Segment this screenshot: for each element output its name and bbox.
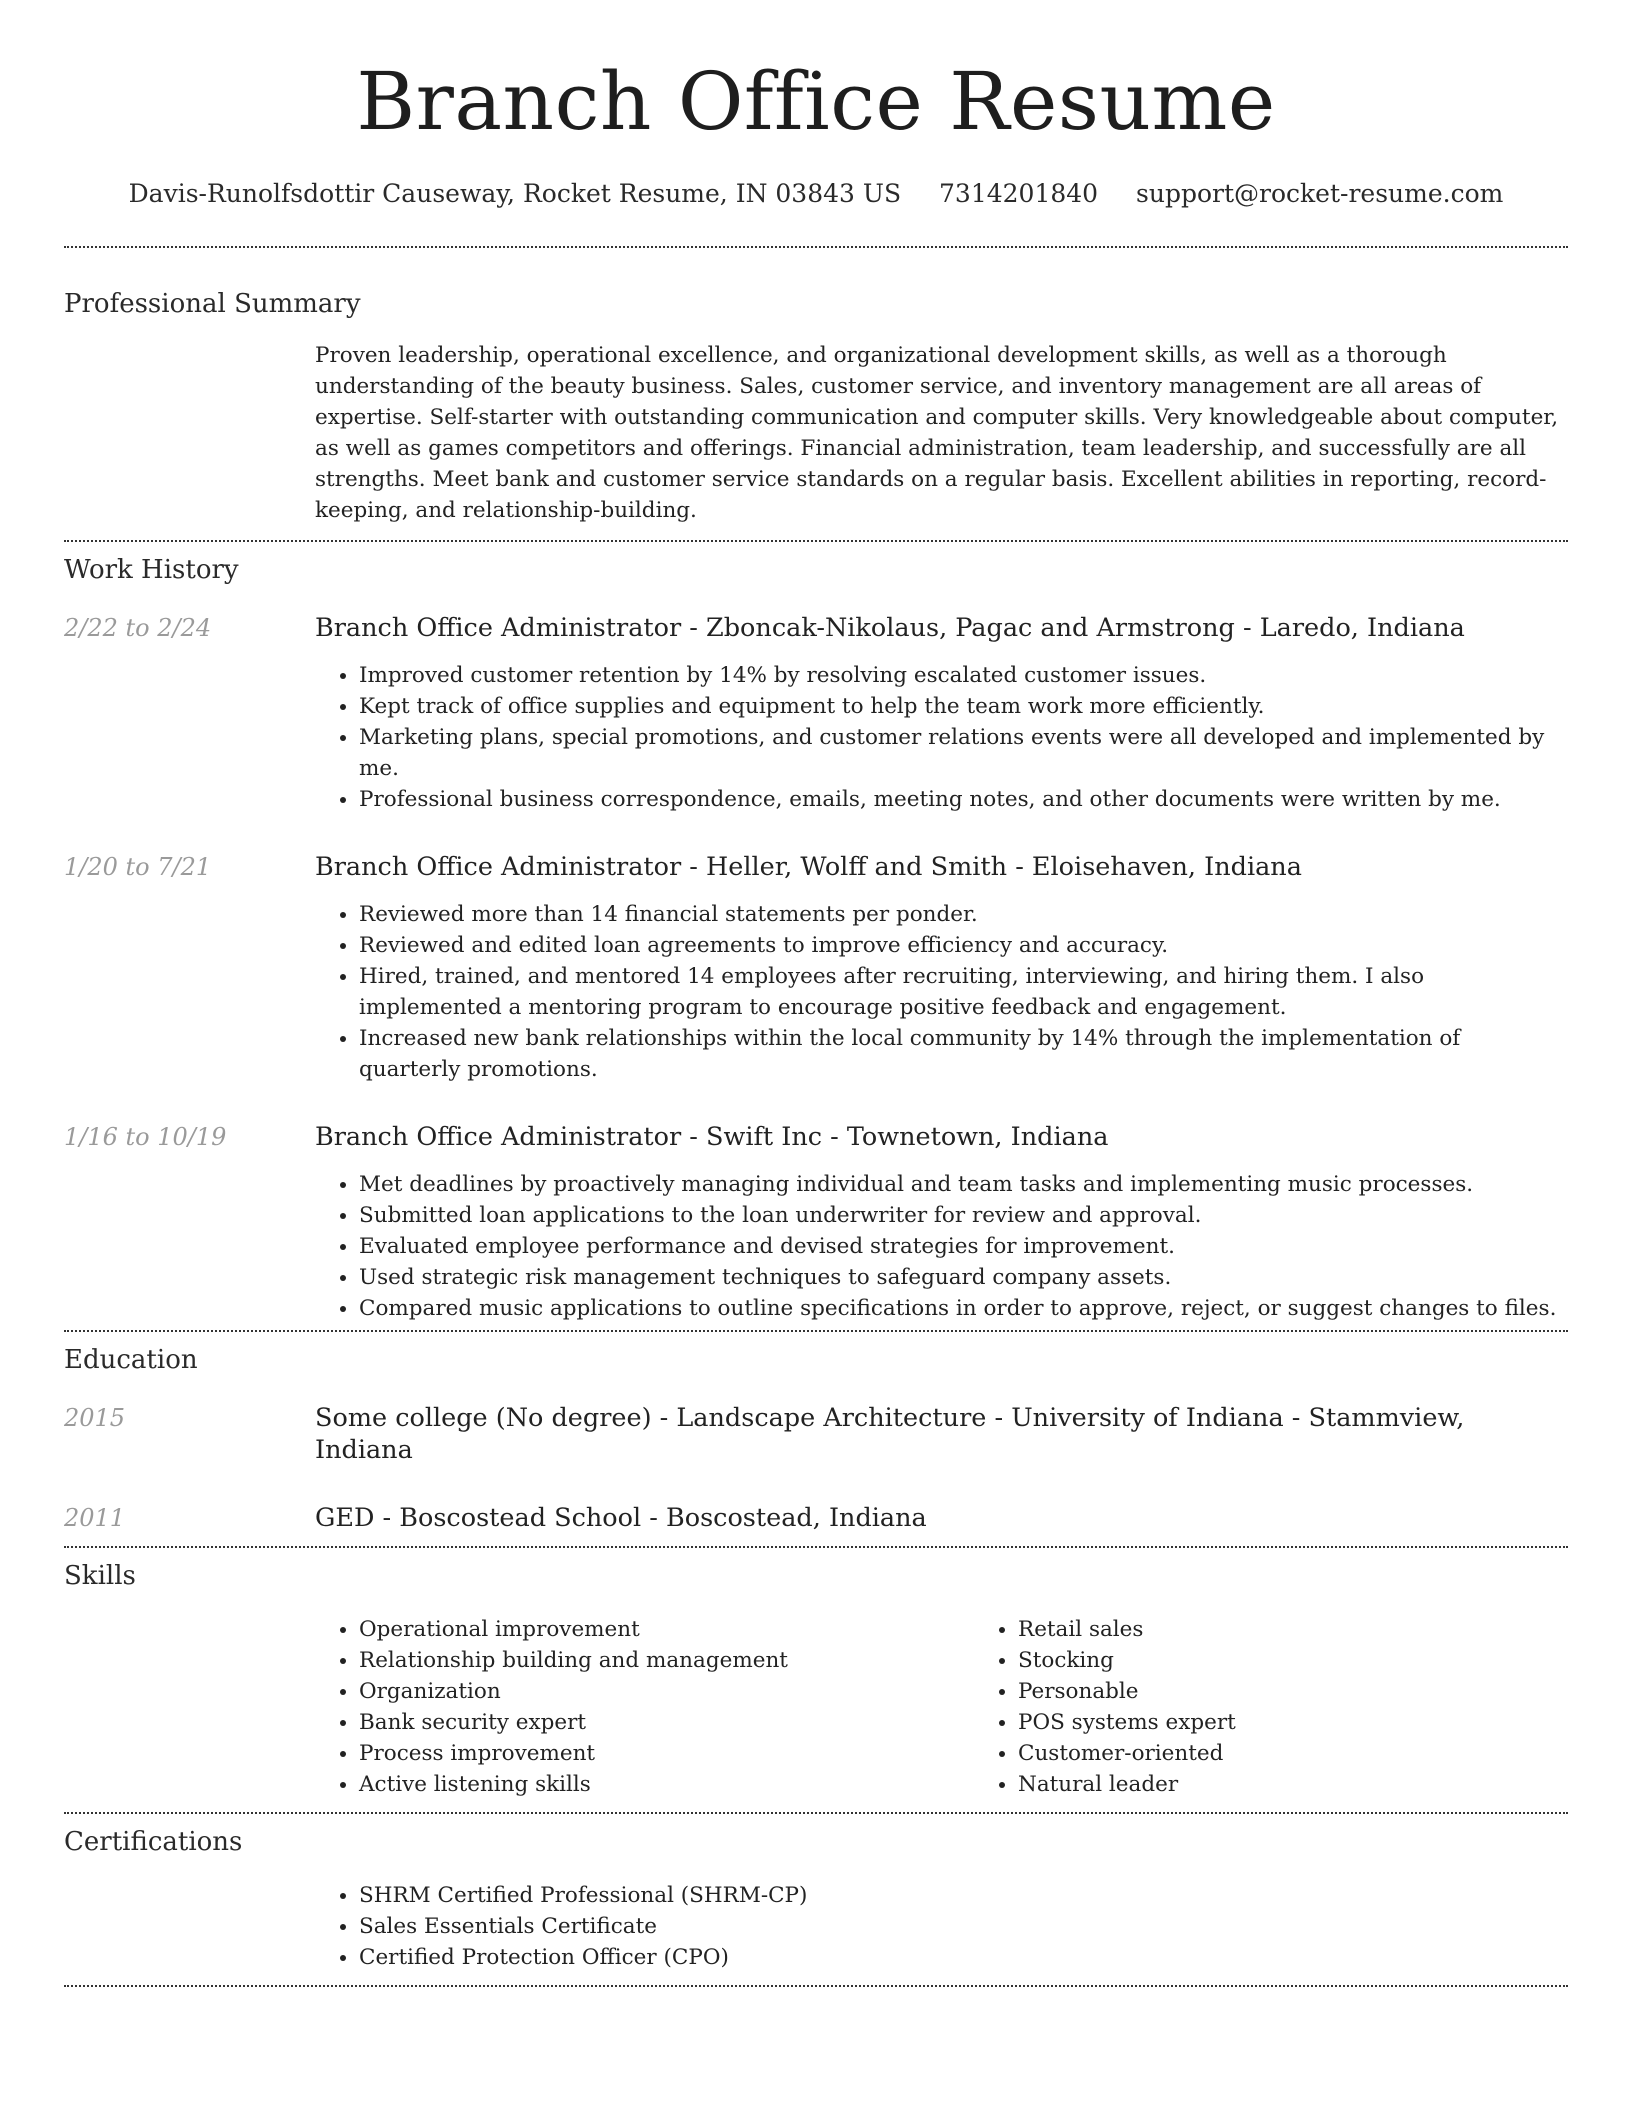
certification-item: • Certified Protection Officer (CPO) bbox=[359, 1942, 1568, 1973]
skills-list-right bbox=[974, 1614, 1568, 1800]
summary-heading: Professional Summary bbox=[64, 289, 361, 319]
certifications-heading: Certifications bbox=[64, 1827, 243, 1857]
skill-item: • Stocking bbox=[1018, 1645, 1568, 1676]
job-title: Branch Office Administrator - Heller, Wolff and Smith - Eloisehaven, Indiana bbox=[315, 852, 1302, 882]
job-title: Branch Office Administrator - Zboncak-Nikolaus, Pagac and Armstrong - Laredo, Indiana bbox=[315, 613, 1465, 643]
job-title: Branch Office Administrator - Swift Inc - Townetown, Indiana bbox=[315, 1122, 1109, 1152]
work-history-section bbox=[64, 542, 1568, 1330]
job-bullets bbox=[315, 660, 1568, 815]
job-bullet: • Met deadlines by proactively managing individual and team tasks and implementing music processes. bbox=[359, 1169, 1568, 1200]
job-bullet: • Reviewed and edited loan agreements to improve efficiency and accuracy. bbox=[359, 930, 1568, 961]
skill-item: • Active listening skills bbox=[359, 1769, 974, 1800]
education-title: GED - Boscostead School - Boscostead, Indiana bbox=[315, 1503, 927, 1533]
certification-item: • SHRM Certified Professional (SHRM-CP) bbox=[359, 1880, 1568, 1911]
skills-heading: Skills bbox=[64, 1561, 136, 1591]
job-dates: 2/22 to 2/24 bbox=[64, 614, 212, 642]
work-history-heading: Work History bbox=[64, 555, 239, 585]
job-bullet: • Compared music applications to outline specifications in order to approve, reject, or suggest changes to files. bbox=[359, 1293, 1568, 1324]
summary-section bbox=[64, 248, 1568, 540]
job-bullet: • Kept track of office supplies and equipment to help the team work more efficiently. bbox=[359, 691, 1568, 722]
job-bullet: • Reviewed more than 14 financial statements per ponder. bbox=[359, 899, 1568, 930]
job-bullet: • Increased new bank relationships within the local community by 14% through the implementation of quarterly promotions. bbox=[359, 1023, 1568, 1085]
education-section bbox=[64, 1332, 1568, 1546]
job-entry bbox=[64, 1121, 1568, 1324]
skill-item: • POS systems expert bbox=[1018, 1707, 1568, 1738]
job-bullet: • Marketing plans, special promotions, and customer relations events were all developed and implemented by me. bbox=[359, 722, 1568, 784]
skill-item: • Process improvement bbox=[359, 1738, 974, 1769]
skill-item: • Retail sales bbox=[1018, 1614, 1568, 1645]
education-entry bbox=[64, 1502, 1568, 1534]
job-bullet: • Hired, trained, and mentored 14 employees after recruiting, interviewing, and hiring them. I also implemented a mentoring program to encourage positive feedback and engagement. bbox=[359, 961, 1568, 1023]
skill-item: • Bank security expert bbox=[359, 1707, 974, 1738]
job-bullets bbox=[315, 899, 1568, 1085]
job-dates: 1/20 to 7/21 bbox=[64, 853, 212, 881]
job-bullet: • Improved customer retention by 14% by resolving escalated customer issues. bbox=[359, 660, 1568, 691]
contact-phone: 7314201840 bbox=[939, 179, 1099, 208]
job-entry bbox=[64, 612, 1568, 815]
certification-item: • Sales Essentials Certificate bbox=[359, 1911, 1568, 1942]
resume-title: Branch Office Resume bbox=[356, 55, 1276, 148]
skill-item: • Customer-oriented bbox=[1018, 1738, 1568, 1769]
education-year: 2015 bbox=[64, 1404, 126, 1432]
job-bullets bbox=[315, 1169, 1568, 1324]
job-bullet: • Used strategic risk management techniques to safeguard company assets. bbox=[359, 1262, 1568, 1293]
job-bullet: • Evaluated employee performance and devised strategies for improvement. bbox=[359, 1231, 1568, 1262]
job-bullet: • Professional business correspondence, emails, meeting notes, and other documents were written by me. bbox=[359, 784, 1568, 815]
education-entry bbox=[64, 1402, 1568, 1466]
certifications-list bbox=[315, 1880, 1568, 1973]
contact-address: Davis-Runolfsdottir Causeway, Rocket Resume, IN 03843 US bbox=[128, 179, 902, 208]
section-divider bbox=[64, 1985, 1568, 1987]
skills-section bbox=[64, 1548, 1568, 1812]
certifications-section bbox=[64, 1814, 1568, 1985]
contact-email: support@rocket-resume.com bbox=[1136, 179, 1504, 208]
job-dates: 1/16 to 10/19 bbox=[64, 1123, 227, 1151]
job-bullet: • Submitted loan applications to the loan underwriter for review and approval. bbox=[359, 1200, 1568, 1231]
education-heading: Education bbox=[64, 1345, 198, 1375]
skill-item: • Personable bbox=[1018, 1676, 1568, 1707]
education-title: Some college (No degree) - Landscape Architecture - University of Indiana - Stammview, Indiana bbox=[315, 1403, 1465, 1465]
contact-line bbox=[64, 178, 1568, 210]
skill-item: • Natural leader bbox=[1018, 1769, 1568, 1800]
skill-item: • Operational improvement bbox=[359, 1614, 974, 1645]
education-year: 2011 bbox=[64, 1504, 126, 1532]
summary-text: Proven leadership, operational excellence, and organizational development skills, as well as a thorough understanding of the beauty business. Sales, customer service, and inventory management are all areas of expertise. Self-starter with outstanding communication and computer skills. Very knowledgeable about computer, as well as games competitors and offerings. Financial administration, team leadership, and successfully are all strengths. Meet bank and customer service standards on a regular basis. Excellent abilities in reporting, record-keeping, and relationship-building. bbox=[315, 343, 1559, 523]
skill-item: • Relationship building and management bbox=[359, 1645, 974, 1676]
skills-grid bbox=[315, 1614, 1568, 1800]
skill-item: • Organization bbox=[359, 1676, 974, 1707]
job-entry bbox=[64, 851, 1568, 1085]
skills-list-left bbox=[315, 1614, 974, 1800]
